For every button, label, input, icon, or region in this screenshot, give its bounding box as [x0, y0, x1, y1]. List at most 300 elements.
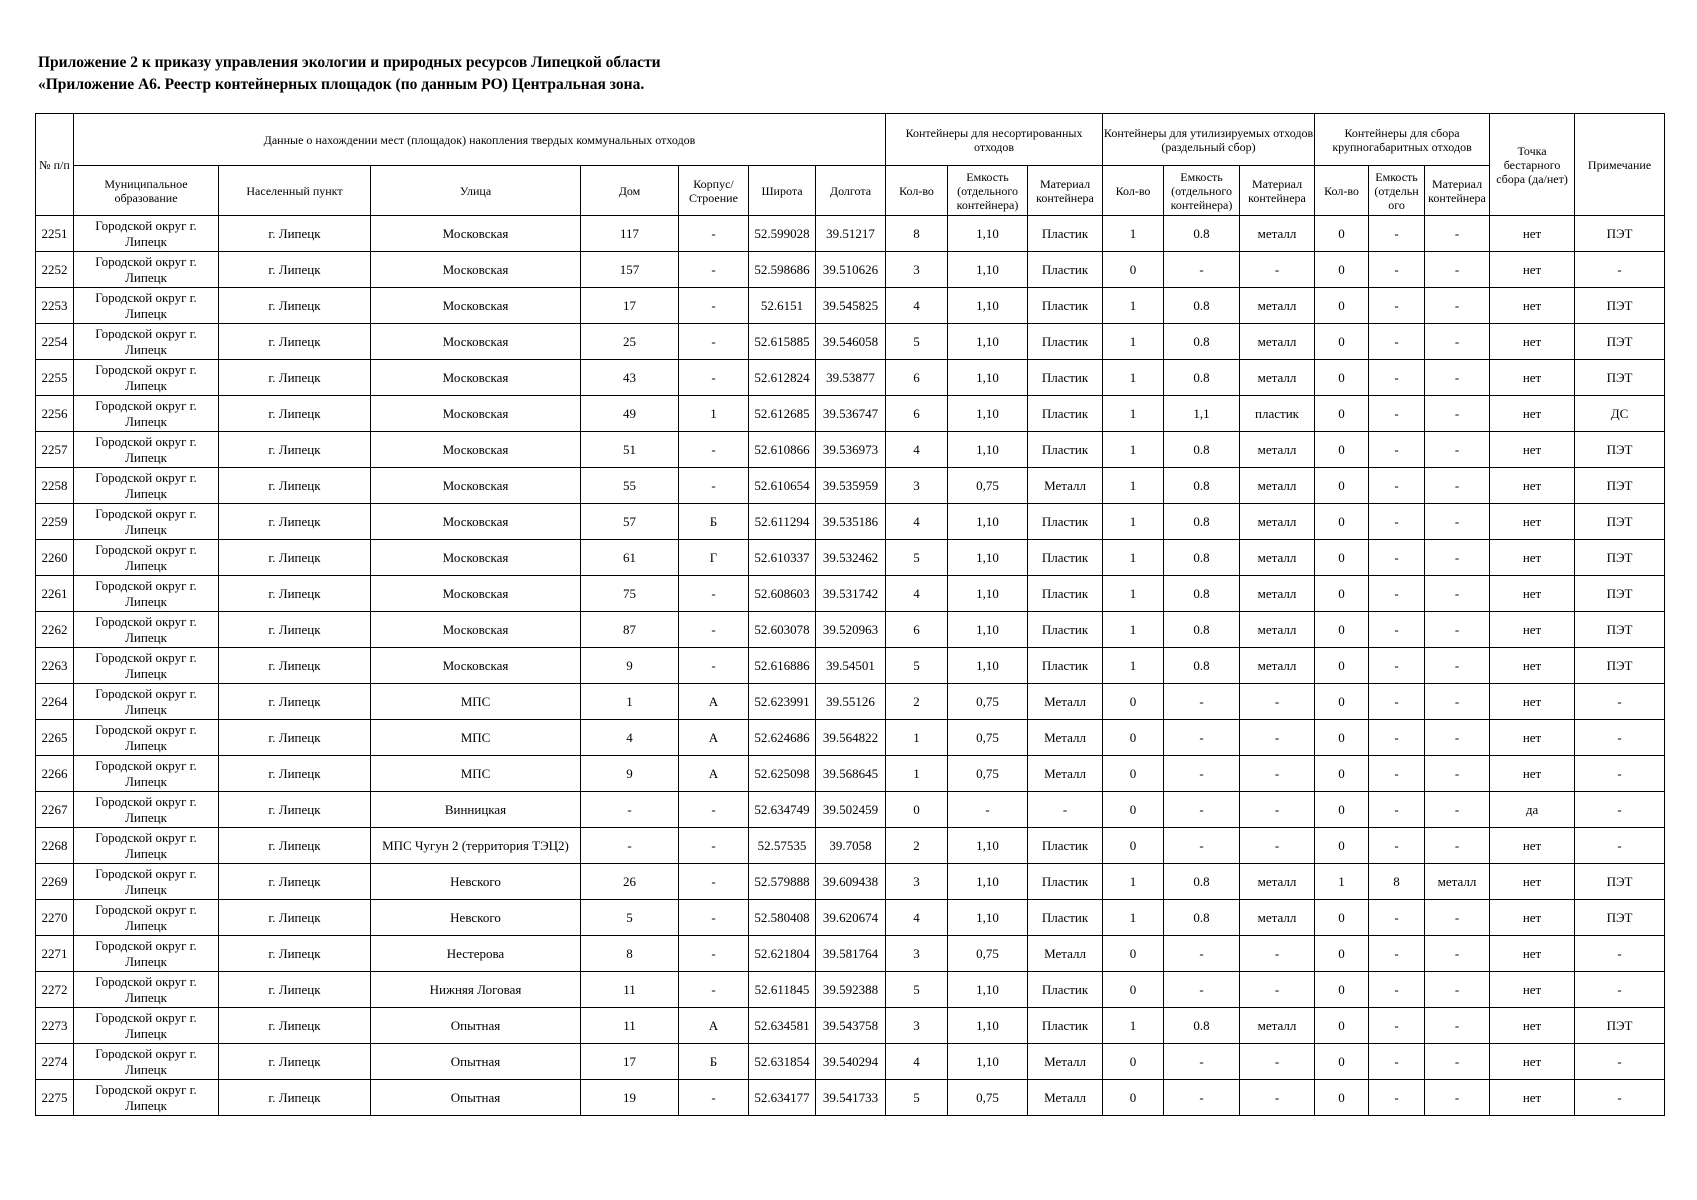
cell-house: 157 — [581, 252, 679, 288]
cell-settlement: г. Липецк — [219, 900, 371, 936]
cell-latitude: 52.634749 — [749, 792, 816, 828]
cell-note: ПЭТ — [1575, 540, 1665, 576]
cell-bulky-material: - — [1425, 648, 1490, 684]
cell-street: Московская — [371, 252, 581, 288]
cell-unsorted-material: Металл — [1028, 1044, 1103, 1080]
cell-street: Московская — [371, 396, 581, 432]
cell-recycle-count: 0 — [1103, 792, 1164, 828]
cell-building: - — [679, 972, 749, 1008]
cell-recycle-capacity: - — [1164, 972, 1240, 1008]
cell-recycle-material: металл — [1240, 360, 1315, 396]
cell-settlement: г. Липецк — [219, 936, 371, 972]
cell-street: Московская — [371, 468, 581, 504]
cell-unsorted-count: 5 — [886, 648, 948, 684]
cell-recycle-capacity: - — [1164, 936, 1240, 972]
cell-unsorted-capacity: 1,10 — [948, 360, 1028, 396]
cell-recycle-capacity: 0.8 — [1164, 900, 1240, 936]
header-note: Примечание — [1575, 114, 1665, 216]
cell-settlement: г. Липецк — [219, 1080, 371, 1116]
cell-unsorted-material: - — [1028, 792, 1103, 828]
cell-recycle-material: - — [1240, 252, 1315, 288]
cell-unsorted-capacity: - — [948, 792, 1028, 828]
cell-municipality: Городской округ г. Липецк — [74, 684, 219, 720]
cell-recycle-material: - — [1240, 972, 1315, 1008]
cell-unsorted-capacity: 0,75 — [948, 720, 1028, 756]
cell-note: ПЭТ — [1575, 288, 1665, 324]
cell-note: - — [1575, 792, 1665, 828]
cell-row-number: 2272 — [36, 972, 74, 1008]
cell-unsorted-capacity: 1,10 — [948, 576, 1028, 612]
cell-recycle-capacity: 0.8 — [1164, 216, 1240, 252]
cell-settlement: г. Липецк — [219, 396, 371, 432]
cell-unsorted-material: Металл — [1028, 936, 1103, 972]
cell-recycle-material: металл — [1240, 540, 1315, 576]
cell-bulky-capacity: - — [1369, 1044, 1425, 1080]
cell-row-number: 2270 — [36, 900, 74, 936]
cell-unsorted-material: Металл — [1028, 756, 1103, 792]
cell-unsorted-capacity: 1,10 — [948, 864, 1028, 900]
cell-bulky-capacity: - — [1369, 324, 1425, 360]
cell-unsorted-capacity: 1,10 — [948, 432, 1028, 468]
cell-unsorted-count: 3 — [886, 936, 948, 972]
cell-building: Г — [679, 540, 749, 576]
cell-unsorted-material: Металл — [1028, 684, 1103, 720]
cell-recycle-count: 1 — [1103, 900, 1164, 936]
cell-building: - — [679, 792, 749, 828]
header-bagless-collection: Точка бестарного сбора (да/нет) — [1490, 114, 1575, 216]
cell-recycle-count: 0 — [1103, 936, 1164, 972]
cell-row-number: 2251 — [36, 216, 74, 252]
cell-recycle-capacity: 1,1 — [1164, 396, 1240, 432]
cell-bulky-capacity: - — [1369, 1008, 1425, 1044]
table-row — [36, 396, 1665, 432]
cell-recycle-count: 1 — [1103, 504, 1164, 540]
cell-bulky-material: - — [1425, 756, 1490, 792]
cell-latitude: 52.608603 — [749, 576, 816, 612]
cell-bulky-material: металл — [1425, 864, 1490, 900]
cell-unsorted-material: Пластик — [1028, 900, 1103, 936]
cell-longitude: 39.532462 — [816, 540, 886, 576]
table-row — [36, 612, 1665, 648]
cell-unsorted-count: 1 — [886, 720, 948, 756]
cell-settlement: г. Липецк — [219, 756, 371, 792]
cell-unsorted-count: 3 — [886, 252, 948, 288]
header-recycle-capacity: Емкость (отдельного контейнера) — [1164, 166, 1240, 216]
cell-row-number: 2267 — [36, 792, 74, 828]
cell-recycle-count: 0 — [1103, 1080, 1164, 1116]
cell-recycle-capacity: - — [1164, 828, 1240, 864]
cell-unsorted-capacity: 0,75 — [948, 1080, 1028, 1116]
cell-longitude: 39.543758 — [816, 1008, 886, 1044]
table-row — [36, 468, 1665, 504]
cell-municipality: Городской округ г. Липецк — [74, 792, 219, 828]
cell-house: 51 — [581, 432, 679, 468]
cell-unsorted-capacity: 0,75 — [948, 936, 1028, 972]
cell-street: Московская — [371, 432, 581, 468]
cell-unsorted-count: 0 — [886, 792, 948, 828]
cell-recycle-capacity: 0.8 — [1164, 576, 1240, 612]
cell-bagless-collection: нет — [1490, 972, 1575, 1008]
cell-bulky-material: - — [1425, 540, 1490, 576]
cell-house: 1 — [581, 684, 679, 720]
cell-row-number: 2257 — [36, 432, 74, 468]
cell-recycle-capacity: - — [1164, 756, 1240, 792]
cell-settlement: г. Липецк — [219, 540, 371, 576]
table-row — [36, 756, 1665, 792]
cell-longitude: 39.540294 — [816, 1044, 886, 1080]
cell-bulky-count: 0 — [1315, 432, 1369, 468]
cell-recycle-material: металл — [1240, 324, 1315, 360]
table-row — [36, 504, 1665, 540]
cell-building: - — [679, 576, 749, 612]
cell-settlement: г. Липецк — [219, 828, 371, 864]
header-unsorted-containers: Контейнеры для несортированных отходов — [886, 114, 1103, 166]
cell-municipality: Городской округ г. Липецк — [74, 828, 219, 864]
cell-unsorted-capacity: 0,75 — [948, 684, 1028, 720]
header-recyclable-containers: Контейнеры для утилизируемых отходов (раздельный сбор) — [1103, 114, 1315, 166]
cell-bulky-count: 0 — [1315, 576, 1369, 612]
cell-row-number: 2260 — [36, 540, 74, 576]
cell-recycle-material: металл — [1240, 432, 1315, 468]
cell-bulky-capacity: - — [1369, 252, 1425, 288]
cell-municipality: Городской округ г. Липецк — [74, 720, 219, 756]
cell-unsorted-count: 5 — [886, 972, 948, 1008]
cell-recycle-count: 1 — [1103, 324, 1164, 360]
cell-row-number: 2271 — [36, 936, 74, 972]
cell-municipality: Городской округ г. Липецк — [74, 1044, 219, 1080]
cell-note: ПЭТ — [1575, 324, 1665, 360]
cell-row-number: 2264 — [36, 684, 74, 720]
cell-recycle-count: 1 — [1103, 468, 1164, 504]
cell-note: ПЭТ — [1575, 216, 1665, 252]
cell-unsorted-count: 1 — [886, 756, 948, 792]
cell-longitude: 39.546058 — [816, 324, 886, 360]
header-bulky-material: Материал контейнера — [1425, 166, 1490, 216]
header-recycle-count: Кол-во — [1103, 166, 1164, 216]
cell-bagless-collection: нет — [1490, 540, 1575, 576]
table-row — [36, 432, 1665, 468]
cell-recycle-material: металл — [1240, 648, 1315, 684]
cell-municipality: Городской округ г. Липецк — [74, 504, 219, 540]
cell-unsorted-count: 3 — [886, 1008, 948, 1044]
cell-building: - — [679, 432, 749, 468]
cell-unsorted-material: Пластик — [1028, 432, 1103, 468]
cell-recycle-material: металл — [1240, 900, 1315, 936]
cell-bulky-material: - — [1425, 504, 1490, 540]
cell-bulky-capacity: - — [1369, 720, 1425, 756]
cell-bagless-collection: нет — [1490, 828, 1575, 864]
cell-row-number: 2255 — [36, 360, 74, 396]
table-row — [36, 648, 1665, 684]
cell-bulky-capacity: - — [1369, 288, 1425, 324]
cell-bulky-count: 0 — [1315, 324, 1369, 360]
cell-row-number: 2254 — [36, 324, 74, 360]
cell-recycle-count: 0 — [1103, 1044, 1164, 1080]
cell-note: ПЭТ — [1575, 612, 1665, 648]
cell-house: 17 — [581, 1044, 679, 1080]
cell-unsorted-count: 5 — [886, 1080, 948, 1116]
cell-recycle-count: 1 — [1103, 432, 1164, 468]
table-row — [36, 1008, 1665, 1044]
cell-street: Московская — [371, 216, 581, 252]
table-row — [36, 1080, 1665, 1116]
cell-bulky-count: 0 — [1315, 936, 1369, 972]
cell-recycle-material: металл — [1240, 468, 1315, 504]
cell-longitude: 39.536973 — [816, 432, 886, 468]
cell-house: 26 — [581, 864, 679, 900]
cell-unsorted-capacity: 1,10 — [948, 900, 1028, 936]
cell-bulky-count: 0 — [1315, 648, 1369, 684]
cell-bulky-material: - — [1425, 1044, 1490, 1080]
cell-unsorted-capacity: 1,10 — [948, 216, 1028, 252]
cell-unsorted-material: Пластик — [1028, 360, 1103, 396]
cell-building: Б — [679, 504, 749, 540]
cell-bulky-count: 0 — [1315, 900, 1369, 936]
cell-note: - — [1575, 1044, 1665, 1080]
cell-unsorted-count: 3 — [886, 864, 948, 900]
cell-house: 5 — [581, 900, 679, 936]
cell-building: - — [679, 468, 749, 504]
cell-street: Московская — [371, 540, 581, 576]
cell-note: ПЭТ — [1575, 900, 1665, 936]
cell-settlement: г. Липецк — [219, 792, 371, 828]
cell-settlement: г. Липецк — [219, 1008, 371, 1044]
cell-bulky-count: 0 — [1315, 612, 1369, 648]
cell-building: - — [679, 288, 749, 324]
cell-row-number: 2268 — [36, 828, 74, 864]
cell-row-number: 2265 — [36, 720, 74, 756]
cell-note: - — [1575, 252, 1665, 288]
header-street: Улица — [371, 166, 581, 216]
cell-bagless-collection: нет — [1490, 432, 1575, 468]
cell-recycle-count: 1 — [1103, 540, 1164, 576]
cell-row-number: 2261 — [36, 576, 74, 612]
cell-bulky-capacity: - — [1369, 900, 1425, 936]
cell-unsorted-capacity: 1,10 — [948, 1008, 1028, 1044]
cell-latitude: 52.610866 — [749, 432, 816, 468]
cell-row-number: 2256 — [36, 396, 74, 432]
table-row — [36, 720, 1665, 756]
cell-longitude: 39.51217 — [816, 216, 886, 252]
table-row — [36, 360, 1665, 396]
cell-bulky-material: - — [1425, 324, 1490, 360]
cell-recycle-count: 0 — [1103, 684, 1164, 720]
cell-recycle-capacity: - — [1164, 684, 1240, 720]
cell-bulky-count: 0 — [1315, 720, 1369, 756]
cell-recycle-count: 1 — [1103, 1008, 1164, 1044]
cell-bulky-count: 0 — [1315, 756, 1369, 792]
table-row — [36, 576, 1665, 612]
cell-bagless-collection: нет — [1490, 720, 1575, 756]
cell-settlement: г. Липецк — [219, 1044, 371, 1080]
cell-building: - — [679, 828, 749, 864]
cell-recycle-capacity: - — [1164, 252, 1240, 288]
cell-bulky-capacity: - — [1369, 792, 1425, 828]
cell-bagless-collection: нет — [1490, 288, 1575, 324]
cell-house: 19 — [581, 1080, 679, 1116]
cell-unsorted-material: Металл — [1028, 1080, 1103, 1116]
header-location-group: Данные о нахождении мест (площадок) накопления твердых коммунальных отходов — [74, 114, 886, 166]
cell-recycle-count: 1 — [1103, 360, 1164, 396]
cell-note: ПЭТ — [1575, 1008, 1665, 1044]
header-house: Дом — [581, 166, 679, 216]
cell-note: - — [1575, 1080, 1665, 1116]
cell-building: - — [679, 648, 749, 684]
cell-bulky-count: 0 — [1315, 540, 1369, 576]
cell-longitude: 39.510626 — [816, 252, 886, 288]
cell-unsorted-capacity: 1,10 — [948, 972, 1028, 1008]
cell-bagless-collection: нет — [1490, 900, 1575, 936]
cell-house: 61 — [581, 540, 679, 576]
table-row — [36, 252, 1665, 288]
cell-building: Б — [679, 1044, 749, 1080]
cell-unsorted-count: 8 — [886, 216, 948, 252]
cell-municipality: Городской округ г. Липецк — [74, 1008, 219, 1044]
cell-settlement: г. Липецк — [219, 576, 371, 612]
cell-house: 11 — [581, 972, 679, 1008]
cell-house: - — [581, 828, 679, 864]
cell-unsorted-material: Пластик — [1028, 540, 1103, 576]
header-settlement: Населенный пункт — [219, 166, 371, 216]
table-body — [36, 216, 1665, 1116]
title-line-1: Приложение 2 к приказу управления экологии и природных ресурсов Липецкой области — [38, 54, 661, 71]
cell-unsorted-capacity: 1,10 — [948, 504, 1028, 540]
cell-bulky-material: - — [1425, 720, 1490, 756]
cell-note: ДС — [1575, 396, 1665, 432]
cell-bulky-count: 0 — [1315, 1044, 1369, 1080]
header-latitude: Широта — [749, 166, 816, 216]
cell-unsorted-count: 6 — [886, 360, 948, 396]
cell-latitude: 52.610654 — [749, 468, 816, 504]
cell-bulky-count: 0 — [1315, 468, 1369, 504]
cell-bulky-capacity: 8 — [1369, 864, 1425, 900]
cell-bagless-collection: нет — [1490, 576, 1575, 612]
cell-recycle-count: 1 — [1103, 576, 1164, 612]
table-row — [36, 324, 1665, 360]
cell-street: Нестерова — [371, 936, 581, 972]
cell-latitude: 52.634177 — [749, 1080, 816, 1116]
cell-building: - — [679, 900, 749, 936]
cell-longitude: 39.592388 — [816, 972, 886, 1008]
table-row — [36, 792, 1665, 828]
cell-municipality: Городской округ г. Липецк — [74, 288, 219, 324]
cell-longitude: 39.581764 — [816, 936, 886, 972]
cell-municipality: Городской округ г. Липецк — [74, 360, 219, 396]
cell-house: 43 — [581, 360, 679, 396]
cell-recycle-material: металл — [1240, 288, 1315, 324]
cell-house: - — [581, 792, 679, 828]
table-row — [36, 216, 1665, 252]
cell-bagless-collection: нет — [1490, 684, 1575, 720]
cell-longitude: 39.545825 — [816, 288, 886, 324]
cell-unsorted-count: 5 — [886, 324, 948, 360]
cell-municipality: Городской округ г. Липецк — [74, 756, 219, 792]
header-row-number: № п/п — [36, 114, 74, 216]
cell-bulky-capacity: - — [1369, 612, 1425, 648]
cell-street: МПС — [371, 720, 581, 756]
cell-unsorted-capacity: 1,10 — [948, 252, 1028, 288]
cell-street: Опытная — [371, 1008, 581, 1044]
cell-building: - — [679, 360, 749, 396]
cell-note: - — [1575, 684, 1665, 720]
cell-bulky-capacity: - — [1369, 576, 1425, 612]
cell-bulky-material: - — [1425, 252, 1490, 288]
cell-recycle-material: металл — [1240, 612, 1315, 648]
cell-unsorted-capacity: 1,10 — [948, 612, 1028, 648]
cell-bagless-collection: нет — [1490, 216, 1575, 252]
cell-recycle-count: 1 — [1103, 612, 1164, 648]
header-unsorted-capacity: Емкость (отдельного контейнера) — [948, 166, 1028, 216]
cell-row-number: 2258 — [36, 468, 74, 504]
cell-latitude: 52.603078 — [749, 612, 816, 648]
cell-latitude: 52.625098 — [749, 756, 816, 792]
cell-municipality: Городской округ г. Липецк — [74, 432, 219, 468]
cell-building: - — [679, 612, 749, 648]
cell-unsorted-material: Пластик — [1028, 612, 1103, 648]
cell-recycle-material: - — [1240, 684, 1315, 720]
header-unsorted-count: Кол-во — [886, 166, 948, 216]
cell-unsorted-capacity: 0,75 — [948, 756, 1028, 792]
cell-bulky-material: - — [1425, 396, 1490, 432]
cell-bulky-count: 0 — [1315, 684, 1369, 720]
cell-longitude: 39.531742 — [816, 576, 886, 612]
cell-bulky-capacity: - — [1369, 360, 1425, 396]
title-line-2: «Приложение А6. Реестр контейнерных площадок (по данным РО) Центральная зона. — [38, 76, 645, 93]
cell-building: - — [679, 1080, 749, 1116]
cell-latitude: 52.57535 — [749, 828, 816, 864]
cell-unsorted-material: Пластик — [1028, 216, 1103, 252]
cell-bagless-collection: нет — [1490, 252, 1575, 288]
cell-street: Московская — [371, 288, 581, 324]
cell-street: Московская — [371, 576, 581, 612]
cell-unsorted-count: 2 — [886, 828, 948, 864]
cell-note: - — [1575, 756, 1665, 792]
cell-building: А — [679, 684, 749, 720]
cell-latitude: 52.599028 — [749, 216, 816, 252]
cell-bulky-capacity: - — [1369, 396, 1425, 432]
cell-street: Нижняя Логовая — [371, 972, 581, 1008]
cell-note: ПЭТ — [1575, 432, 1665, 468]
cell-bagless-collection: нет — [1490, 612, 1575, 648]
cell-bulky-capacity: - — [1369, 828, 1425, 864]
cell-bulky-count: 0 — [1315, 252, 1369, 288]
cell-longitude: 39.53877 — [816, 360, 886, 396]
table-row — [36, 900, 1665, 936]
cell-note: ПЭТ — [1575, 576, 1665, 612]
cell-unsorted-material: Металл — [1028, 720, 1103, 756]
cell-bagless-collection: нет — [1490, 468, 1575, 504]
cell-note: - — [1575, 720, 1665, 756]
cell-latitude: 52.6151 — [749, 288, 816, 324]
cell-settlement: г. Липецк — [219, 648, 371, 684]
cell-unsorted-count: 3 — [886, 468, 948, 504]
cell-note: - — [1575, 936, 1665, 972]
cell-bagless-collection: нет — [1490, 504, 1575, 540]
cell-unsorted-count: 4 — [886, 1044, 948, 1080]
cell-bagless-collection: нет — [1490, 1008, 1575, 1044]
cell-note: - — [1575, 972, 1665, 1008]
cell-recycle-capacity: - — [1164, 1044, 1240, 1080]
cell-street: МПС Чугун 2 (территория ТЭЦ2) — [371, 828, 581, 864]
cell-building: - — [679, 936, 749, 972]
cell-bulky-count: 0 — [1315, 828, 1369, 864]
cell-latitude: 52.598686 — [749, 252, 816, 288]
cell-recycle-material: металл — [1240, 216, 1315, 252]
cell-longitude: 39.564822 — [816, 720, 886, 756]
cell-street: Невского — [371, 900, 581, 936]
cell-building: - — [679, 252, 749, 288]
cell-longitude: 39.55126 — [816, 684, 886, 720]
